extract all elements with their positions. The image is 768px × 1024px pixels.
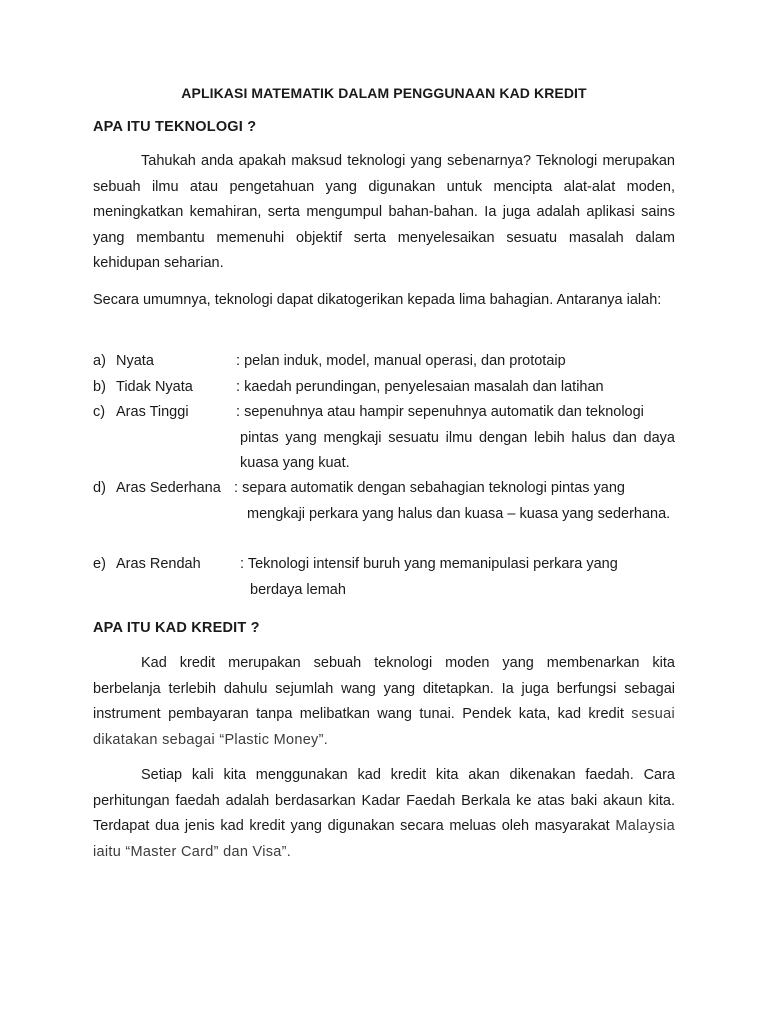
list-item-separator: : xyxy=(240,556,245,572)
paragraph-kad-kredit-definition xyxy=(93,651,675,753)
list-item-description: sepenuhnya atau hampir sepenuhnya automatik dan teknologi xyxy=(244,404,644,420)
list-item-letter: b) xyxy=(93,379,106,395)
paragraph-teknologi-definition: Tahukah anda apakah maksud teknologi yang sebenarnya? Teknologi merupakan sebuah ilmu atau pengetahuan yang digunakan untuk mencipta alat-alat moden, meningkatkan kemahiran, serta mengumpul bahan-bahan. Ia juga adalah aplikasi sains yang membantu memenuhi objektif serta menyelesaikan sesuatu masalah dalam kehidupan seharian. xyxy=(93,153,675,271)
paragraph-teknologi-categories: Secara umumnya, teknologi dapat dikatogerikan kepada lima bahagian. Antaranya ialah: xyxy=(93,292,662,308)
list-item-description: separa automatik dengan sebahagian teknologi pintas yang xyxy=(242,480,625,496)
list-item-letter: e) xyxy=(93,556,106,572)
list-item-description-continued: pintas yang mengkaji sesuatu ilmu dengan lebih halus dan daya kuasa yang kuat. xyxy=(240,429,675,471)
plastic-money-sentence: sesuai dikatakan sebagai “Plastic Money”. xyxy=(93,706,675,748)
list-item-separator: : xyxy=(234,480,239,496)
list-item-separator: : xyxy=(236,404,241,420)
card-types-sentence: Malaysia iaitu “Master Card” dan Visa”. xyxy=(93,818,675,860)
paragraph-text: Setiap kali kita menggunakan kad kredit kita akan dikenakan faedah. Cara perhitungan faedah adalah berdasarkan Kadar Faedah Berkala ke atas baki akaun kita. Terdapat dua jenis kad kredit yang digunakan secara meluas oleh masyarakat xyxy=(93,767,675,834)
list-item xyxy=(93,476,675,553)
list-item xyxy=(93,552,675,604)
list-item-description-continued: berdaya lemah xyxy=(250,581,346,598)
paragraph-text: Kad kredit merupakan sebuah teknologi moden yang membenarkan kita berbelanja terlebih dahulu sejumlah wang yang ditetapkan. Ia juga berfungsi sebagai instrument pembayaran tanpa melibatkan wang tunai. Pendek kata, kad kredit xyxy=(93,655,675,722)
list-item xyxy=(93,375,675,401)
list-item-description-continued: mengkaji perkara yang halus dan kuasa – kuasa yang sederhana. xyxy=(247,505,671,522)
list-item-name: Tidak Nyata xyxy=(116,379,193,395)
document-title: APLIKASI MATEMATIK DALAM PENGGUNAAN KAD KREDIT xyxy=(181,85,587,101)
list-item-description: kaedah perundingan, penyelesaian masalah dan latihan xyxy=(244,379,604,395)
list-item-name: Aras Tinggi xyxy=(116,404,189,420)
list-item-name: Aras Rendah xyxy=(116,556,201,572)
list-item-letter: d) xyxy=(93,480,106,496)
list-item-separator: : xyxy=(236,353,241,369)
list-item-separator: : xyxy=(236,379,241,395)
paragraph-kad-kredit-faedah xyxy=(93,763,675,865)
list-item-description: Teknologi intensif buruh yang memanipulasi perkara yang xyxy=(247,556,618,572)
list-item-name: Aras Sederhana xyxy=(116,480,221,496)
section-heading-kad-kredit: APA ITU KAD KREDIT ? xyxy=(93,620,260,636)
list-item xyxy=(93,349,675,375)
list-item-description: pelan induk, model, manual operasi, dan prototaip xyxy=(244,353,566,369)
list-item-name: Nyata xyxy=(116,353,154,369)
list-item xyxy=(93,400,675,477)
section-heading-teknologi: APA ITU TEKNOLOGI ? xyxy=(93,119,257,135)
list-item-letter: a) xyxy=(93,353,106,369)
list-item-letter: c) xyxy=(93,404,106,420)
